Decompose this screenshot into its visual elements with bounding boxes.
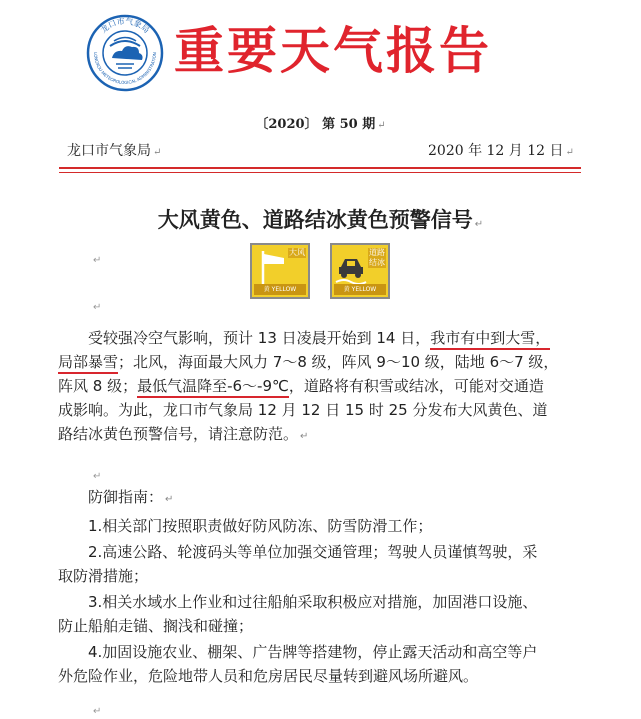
paragraph-mark: ↵ (93, 255, 102, 266)
issue-date: 2020 年 12 月 12 日 ↵ (428, 143, 574, 159)
highlighted-text: 我市有中到大雪， (430, 329, 550, 350)
wind-yellow-warning-icon (250, 243, 310, 299)
svg-text:LONGKOU METEOROLOGICAL ADMINIS: LONGKOU METEOROLOGICAL ADMINISTRATION (92, 52, 158, 86)
svg-text:龙口市气象局: 龙口市气象局 (98, 16, 152, 35)
signal-tag: 大风 (289, 248, 305, 257)
guidance-item: 2.高速公路、轮渡码头等单位加强交通管理；驾驶人员谨慎驾驶，采 取防滑措施； (58, 543, 538, 585)
paragraph-line: 成影响。为此，龙口市气象局 12 月 12 日 15 时 25 分发布大风黄色、道 (58, 401, 548, 419)
guidance-item: 3.相关水域水上作业和过往船舶采取积极应对措施，加固港口设施、 防止船舶走锚、搁浅和碰撞； (58, 593, 538, 635)
warning-body-paragraph (58, 326, 593, 449)
wind-sock-icon (254, 247, 288, 287)
guidance-item: 1.相关部门按照职责做好防风防冻、防雪防滑工作； (88, 517, 433, 535)
highlighted-text: 局部暴雪 (58, 353, 118, 374)
report-title: 重要天气报告 (174, 22, 492, 80)
paragraph-line: 路结冰黄色预警信号，请注意防范。 ↵ (58, 425, 309, 443)
guidance-item: 4.加固设施农业、棚架、广告牌等搭建物，停止露天活动和高空等户 外危险作业，危险地带人员和危房居民尽量转到避风场所避风。 (58, 643, 538, 685)
issuing-agency: 龙口市气象局 ↵ (67, 143, 162, 159)
red-divider (59, 167, 581, 169)
signal-footer: 黄 YELLOW (334, 284, 386, 295)
red-divider-thin (59, 172, 581, 173)
road-icing-yellow-warning-icon (330, 243, 390, 299)
highlighted-text: 最低气温降至-6～-9℃ (137, 377, 289, 398)
issue-number: 〔2020〕 第 50 期 ↵ (255, 117, 386, 132)
document-title: 大风黄色、道路结冰黄色预警信号 ↵ (157, 208, 484, 232)
car-on-ice-icon (334, 247, 368, 287)
paragraph-line: 受较强冷空气影响，预计 13 日凌晨开始到 14 日，我市有中到大雪， (58, 326, 593, 350)
meteorological-logo (86, 14, 164, 92)
paragraph-mark: ↵ (93, 471, 102, 482)
defense-guidance (58, 485, 593, 688)
signal-footer: 黄 YELLOW (254, 284, 306, 295)
signal-tag: 道路结冰 (369, 248, 385, 267)
paragraph-mark: ↵ (93, 706, 102, 717)
guidance-heading: 防御指南： ↵ (88, 488, 174, 506)
paragraph-line: 阵风 8 级；最低气温降至-6～-9℃，道路将有积雪或结冰，可能对交通造 (58, 374, 593, 398)
paragraph-line: 局部暴雪；北风，海面最大风力 7～8 级，阵风 9～10 级，陆地 6～7 级， (58, 350, 593, 374)
paragraph-mark: ↵ (93, 302, 102, 313)
